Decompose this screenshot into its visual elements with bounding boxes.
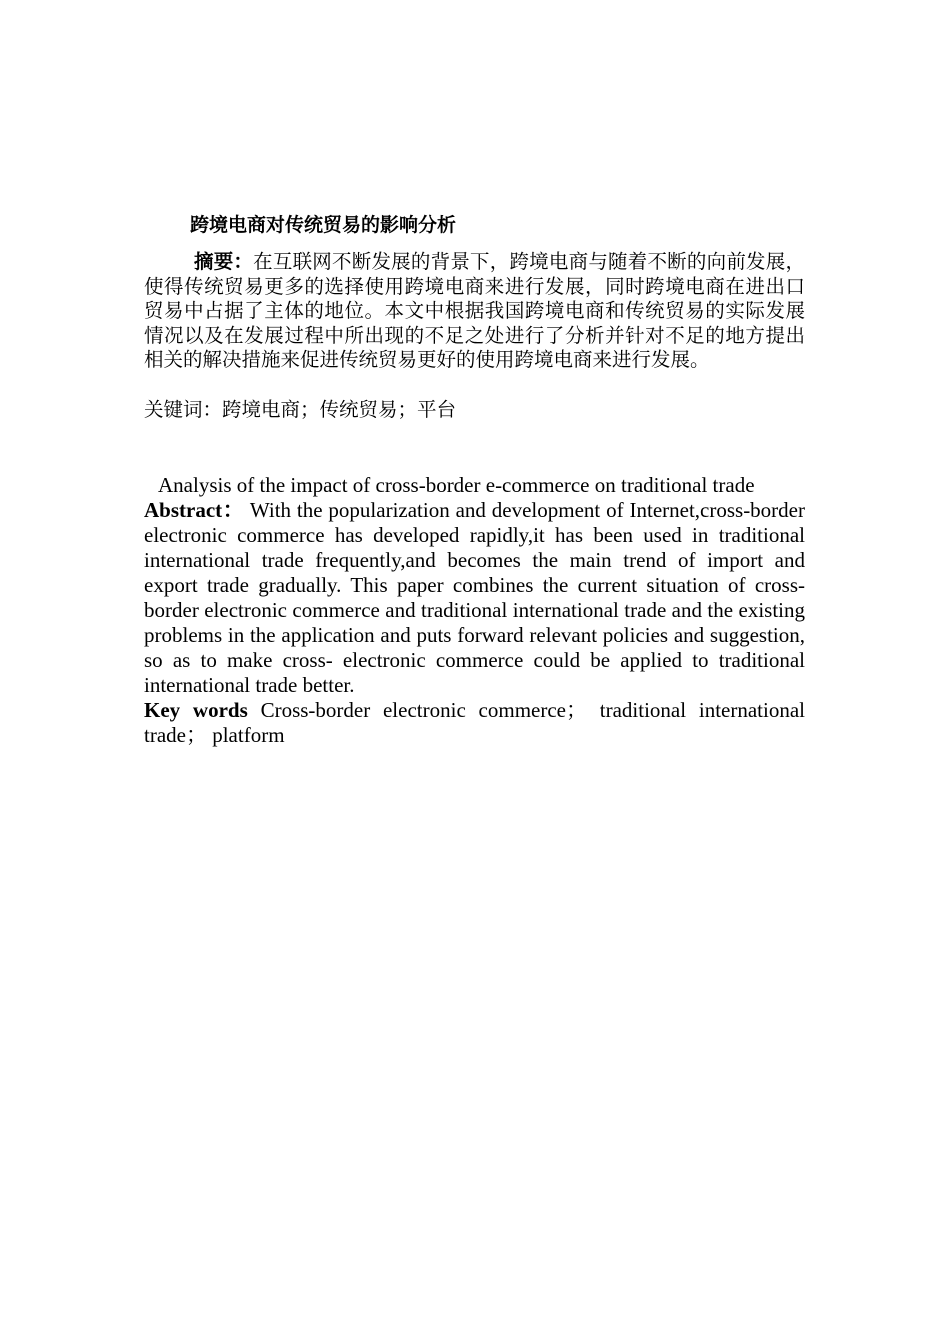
english-keywords-label: Key words [144,698,248,722]
chinese-abstract-label: 摘要： [194,250,254,273]
chinese-keywords [144,398,456,423]
chinese-keywords-text: 跨境电商；传统贸易；平台 [222,398,457,421]
chinese-abstract-text: 在互联网不断发展的背景下，跨境电商与随着不断的向前发展，使得传统贸易更多的选择使用跨境电商来进行发展，同时跨境电商在进出口贸易中占据了主体的地位。本文中根据我国跨境电商和传统贸易的实际发展情况以及在发展过程中所出现的不足之处进行了分析并针对不足的地方提出相关的解决措施来促进传统贸易更好的使用跨境电商来进行发展。 [144,250,805,372]
english-keywords-text: Cross-border electronic commerce； traditional international trade； platform [144,698,805,747]
english-abstract-label: Abstract： [144,498,245,522]
english-abstract-text: With the popularization and development of Internet,cross-border electronic commerce has developed rapidly,it has been used in traditional international trade frequently,and becomes the main trend of import and export trade gradually. This paper combines the current situation of cross-border electronic commerce and traditional international trade and the existing problems in the application and puts forward relevant policies and suggestion, so as to make cross- electronic commerce could be applied to traditional international trade better. [144,498,805,697]
chinese-abstract [144,250,805,373]
chinese-keywords-label: 关键词： [144,398,223,421]
english-abstract [144,498,805,698]
chinese-title: 跨境电商对传统贸易的影响分析 [190,214,457,236]
english-keywords [144,698,805,748]
english-title: Analysis of the impact of cross-border e-commerce on traditional trade [158,473,755,497]
